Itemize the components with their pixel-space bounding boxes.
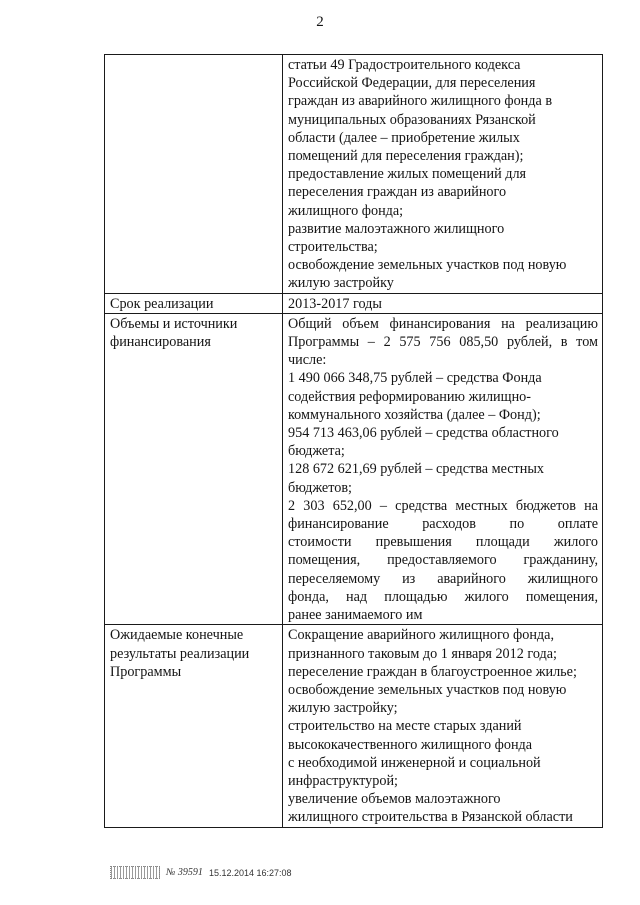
row-value-cell xyxy=(283,313,603,624)
row-value-line: развитие малоэтажного жилищного xyxy=(288,220,505,237)
table-row xyxy=(105,293,603,313)
row-label-cell xyxy=(105,313,283,624)
row-value-line: освобождение земельных участков под новую xyxy=(288,257,567,274)
row-value-line: Сокращение аварийного жилищного фонда, xyxy=(288,627,554,644)
row-value-cell xyxy=(283,625,603,827)
row-value-line: переселения граждан из аварийного xyxy=(288,184,507,201)
row-value-line: фонда, над площадью жилого помещения, xyxy=(288,588,598,605)
row-label-cell xyxy=(105,55,283,294)
row-value-line: строительство на месте старых зданий xyxy=(288,718,522,735)
row-value-line: помещения, предоставляемого гражданину, xyxy=(288,552,598,569)
table-row xyxy=(105,313,603,624)
row-value-line: строительства; xyxy=(288,239,378,256)
row-value-line: Программы – 2 575 756 085,50 рублей, в том xyxy=(288,334,598,351)
row-label-line: финансирования xyxy=(110,334,211,351)
row-value-line: бюджета; xyxy=(288,443,345,460)
document-footer xyxy=(110,866,292,879)
row-label-cell xyxy=(105,293,283,313)
row-value-line: статьи 49 Градостроительного кодекса xyxy=(288,57,521,73)
row-value-line: переселение граждан в благоустроенное жилье; xyxy=(288,663,577,680)
row-value-line: высококачественного жилищного фонда xyxy=(288,736,533,753)
row-value-line: предоставление жилых помещений для xyxy=(288,166,527,183)
row-value-line: муниципальных образованиях Рязанской xyxy=(288,111,536,128)
row-value-line: с необходимой инженерной и социальной xyxy=(288,754,541,771)
row-value-line: граждан из аварийного жилищного фонда в xyxy=(288,93,553,110)
row-label-line: Ожидаемые конечные xyxy=(110,627,244,644)
table-body xyxy=(105,55,603,828)
row-value-line: ранее занимаемого им xyxy=(288,607,423,624)
row-value-line: содействия реформированию жилищно- xyxy=(288,388,531,405)
table-row xyxy=(105,55,603,294)
row-value-line: числе: xyxy=(288,352,327,369)
row-value-line: 2 303 652,00 – средства местных бюджетов на xyxy=(288,497,598,514)
row-value-line: 2013-2017 годы xyxy=(288,295,382,312)
row-value-line: жилую застройку; xyxy=(288,700,398,717)
program-passport-table xyxy=(104,54,603,828)
document-number: № 39591 xyxy=(166,867,203,878)
row-value-line: 128 672 621,69 рублей – средства местных xyxy=(288,461,544,478)
row-value-line: признанного таковым до 1 января 2012 года; xyxy=(288,645,557,662)
registration-stamp-logo xyxy=(110,866,160,879)
row-value-line: жилую застройку xyxy=(288,275,394,292)
row-value-line: Российской Федерации, для переселения xyxy=(288,75,536,92)
row-value-line: области (далее – приобретение жилых xyxy=(288,129,520,146)
row-value-line: Общий объем финансирования на реализацию xyxy=(288,315,598,332)
page-number: 2 xyxy=(316,14,324,30)
row-value-line: увеличение объемов малоэтажного xyxy=(288,791,501,808)
row-value-line: 1 490 066 348,75 рублей – средства Фонда xyxy=(288,370,542,387)
row-value-line: помещений для переселения граждан); xyxy=(288,148,524,165)
row-value-line: жилищного строительства в Рязанской области xyxy=(288,809,573,826)
row-value-line: бюджетов; xyxy=(288,479,352,496)
row-value-line: стоимости превышения площади жилого xyxy=(288,534,598,551)
row-label-line: Срок реализации xyxy=(110,295,214,312)
row-value-cell xyxy=(283,293,603,313)
row-value-line: освобождение земельных участков под новую xyxy=(288,681,567,698)
row-label-line: результаты реализации xyxy=(110,645,250,662)
document-timestamp: 15.12.2014 16:27:08 xyxy=(208,867,292,878)
row-label-cell xyxy=(105,625,283,827)
row-value-line: переселяемому из аварийного жилищного xyxy=(288,570,598,587)
row-value-line: жилищного фонда; xyxy=(288,202,404,219)
row-label-line: Объемы и источники xyxy=(110,315,238,332)
row-value-line: инфраструктурой; xyxy=(288,772,398,789)
row-value-cell xyxy=(283,55,603,294)
row-value-line: коммунального хозяйства (далее – Фонд); xyxy=(288,406,541,423)
table-row xyxy=(105,625,603,827)
row-label-line: Программы xyxy=(110,663,182,680)
row-value-line: 954 713 463,06 рублей – средства областного xyxy=(288,425,559,442)
row-value-line: финансирование расходов по оплате xyxy=(288,516,598,533)
